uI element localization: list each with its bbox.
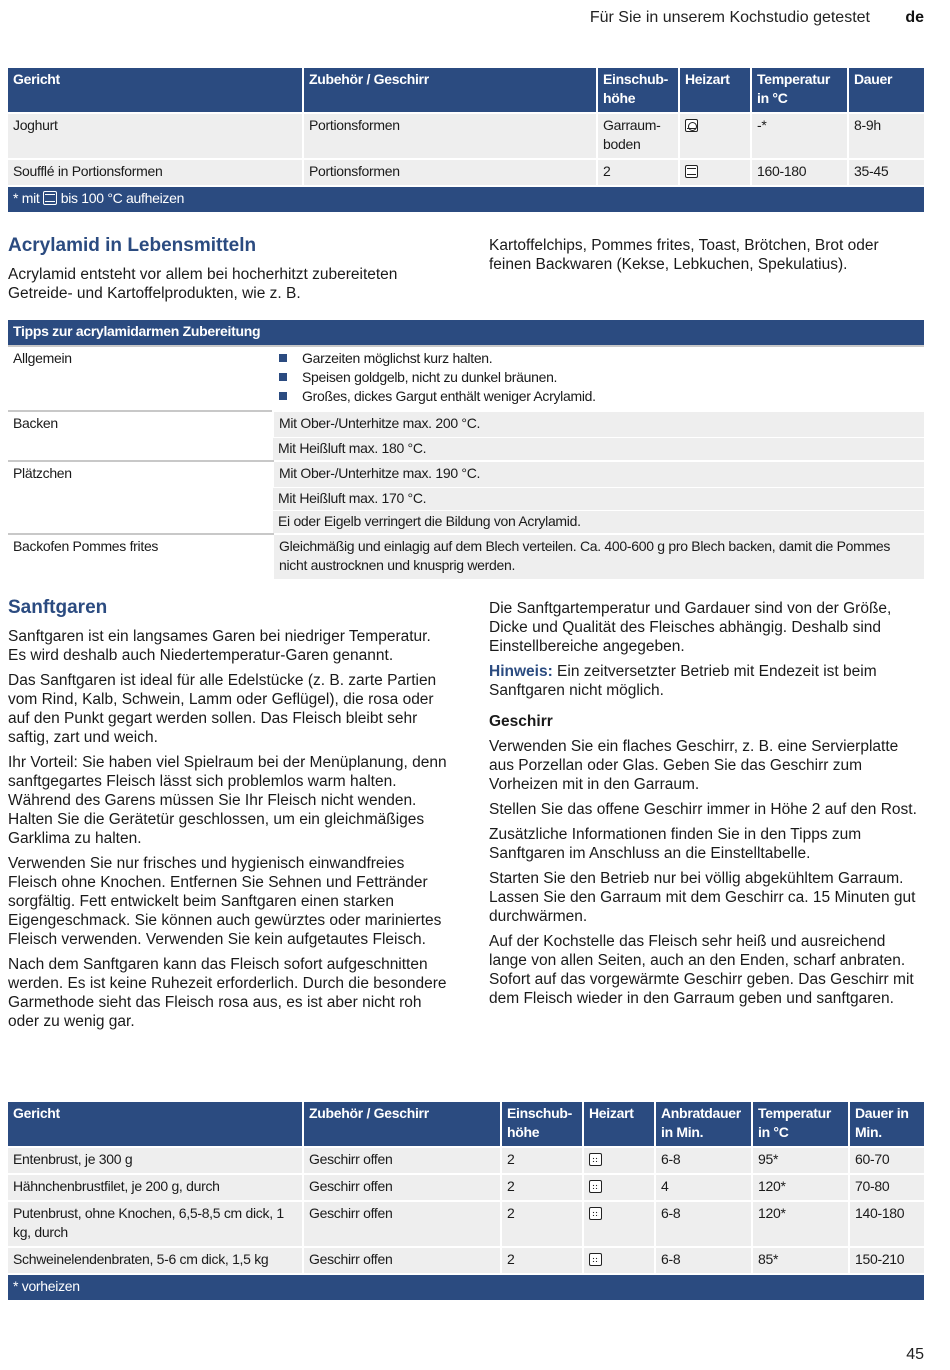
- tips-label-pommes: Backofen Pommes frites: [8, 534, 273, 579]
- duration-cell: 8-9h: [848, 113, 924, 159]
- col-header-dish: Gericht: [8, 68, 303, 113]
- top-bottom-heat-icon: [685, 165, 698, 178]
- tips-plaetzchen-line: Mit Heißluft max. 170 °C.: [273, 488, 924, 511]
- level-cell: Garraum- boden: [597, 113, 679, 159]
- tips-plaetzchen-line: Mit Ober-/Unterhitze max. 190 °C.: [273, 461, 924, 488]
- col-header-heating: Heizart: [583, 1102, 655, 1147]
- language-code: de: [905, 9, 924, 26]
- tips-backen-line: Mit Ober-/Unterhitze max. 200 °C.: [273, 411, 924, 438]
- table-row: [8, 461, 924, 488]
- sanftgaren-left-column: [8, 598, 448, 1037]
- temperature-cell: -*: [751, 113, 848, 159]
- heating-cell: [583, 1247, 655, 1274]
- table-header-row: [8, 1102, 924, 1147]
- tips-backen-line: Mit Heißluft max. 180 °C.: [273, 438, 924, 462]
- running-header-title: Für Sie in unserem Kochstudio getestet: [589, 9, 870, 26]
- heating-cell: [583, 1174, 655, 1201]
- dish-cell: Putenbrust, ohne Knochen, 6,5-8,5 cm dick, 1 kg, durch: [8, 1201, 303, 1247]
- temperature-cell: 85*: [752, 1247, 849, 1274]
- footnote-prefix: * mit: [13, 190, 40, 206]
- subheading-geschirr: Geschirr: [489, 713, 553, 730]
- table-row: [8, 346, 924, 411]
- hint-label: Hinweis:: [489, 663, 553, 680]
- accessory-cell: Geschirr offen: [303, 1247, 501, 1274]
- col-header-heating: Heizart: [679, 68, 751, 113]
- tips-label-backen: Backen: [8, 411, 273, 461]
- footnote-suffix: bis 100 °C aufheizen: [60, 190, 185, 206]
- page-number: 45: [906, 1346, 924, 1363]
- sear-time-cell: 6-8: [655, 1247, 752, 1274]
- list-item: Garzeiten möglichst kurz halten.: [279, 349, 919, 368]
- temperature-cell: 95*: [752, 1147, 849, 1174]
- heating-cell: [583, 1201, 655, 1247]
- list-item: Speisen goldgelb, nicht zu dunkel bräunen.: [279, 368, 919, 387]
- temperature-cell: 120*: [752, 1174, 849, 1201]
- bottom-heat-fan-icon: [685, 119, 698, 132]
- low-temperature-icon: [589, 1180, 602, 1193]
- table-row: [8, 1247, 924, 1274]
- table-header-row: [8, 68, 924, 113]
- col-header-level: Einschub- höhe: [501, 1102, 583, 1147]
- dish-cell: Hähnchenbrustfilet, je 200 g, durch: [8, 1174, 303, 1201]
- heating-cell: [679, 159, 751, 186]
- col-header-temperature: Temperatur in °C: [751, 68, 848, 113]
- list-item: Großes, dickes Gargut enthält weniger Acrylamid.: [279, 387, 919, 406]
- bullet-square-icon: [279, 354, 287, 362]
- dish-cell: Schweinelendenbraten, 5-6 cm dick, 1,5 kg: [8, 1247, 303, 1274]
- tips-label-allgemein: Allgemein: [8, 346, 273, 411]
- acrylamid-right-column: [489, 236, 909, 280]
- paragraph: Zusätzliche Informationen finden Sie in den Tipps zum Sanftgaren im Anschluss an die Einstelltabelle.: [489, 826, 862, 862]
- level-cell: 2: [501, 1147, 583, 1174]
- table-footnote-row: [8, 186, 924, 212]
- sanftgaren-right-column: [489, 599, 919, 1014]
- col-header-temperature: Temperatur in °C: [752, 1102, 849, 1147]
- level-cell: 2: [501, 1247, 583, 1274]
- dish-cell: Entenbrust, je 300 g: [8, 1147, 303, 1174]
- col-header-duration: Dauer: [848, 68, 924, 113]
- level-cell: 2: [501, 1201, 583, 1247]
- paragraph: Ihr Vorteil: Sie haben viel Spielraum bei der Menüplanung, denn sanftgegartes Fleisch lässt sich problemlos warm halten. Während des Garens müssen Sie Ihr Fleisch nicht wenden. Halten Sie die Gerätetür geschlossen, um ein gleichmäßiges Garklima zu halten.: [8, 754, 447, 847]
- accessory-cell: Geschirr offen: [303, 1174, 501, 1201]
- low-temperature-icon: [589, 1153, 602, 1166]
- section-heading-acrylamid: Acrylamid in Lebensmitteln: [8, 235, 257, 256]
- heating-cell: [679, 113, 751, 159]
- accessory-cell: Geschirr offen: [303, 1201, 501, 1247]
- table-row: [8, 1147, 924, 1174]
- hint-paragraph: [489, 662, 919, 700]
- section-heading-sanftgaren: Sanftgaren: [8, 597, 108, 618]
- duration-cell: 140-180: [849, 1201, 924, 1247]
- hint-text: Ein zeitversetzter Betrieb mit Endezeit ist beim Sanftgaren nicht möglich.: [489, 663, 877, 699]
- table-row: [8, 113, 924, 159]
- sear-time-cell: 4: [655, 1174, 752, 1201]
- level-cell: 2: [501, 1174, 583, 1201]
- accessory-cell: Geschirr offen: [303, 1147, 501, 1174]
- table-footnote-row: [8, 1274, 924, 1300]
- accessory-cell: Portionsformen: [303, 113, 597, 159]
- paragraph: Verwenden Sie ein flaches Geschirr, z. B. eine Servierplatte aus Porzellan oder Glas. Geben Sie das Geschirr zum Vorheizen mit in den Garraum.: [489, 738, 899, 793]
- col-header-sear-time: Anbratdauer in Min.: [655, 1102, 752, 1147]
- duration-cell: 70-80: [849, 1174, 924, 1201]
- paragraph: Auf der Kochstelle das Fleisch sehr heiß und ausreichend lange von allen Seiten, auch an den Enden, scharf anbraten. Sofort auf das vorgewärmte Geschirr geben. Das Geschirr mit dem Fleisch wieder in den Garraum geben und sanftgaren.: [489, 933, 914, 1007]
- tips-plaetzchen-line: Ei oder Eigelb verringert die Bildung von Acrylamid.: [273, 511, 924, 535]
- bullet-square-icon: [279, 392, 287, 400]
- paragraph: Die Sanftgartemperatur und Gardauer sind von der Größe, Dicke und Qualität des Fleisches abhängig. Deshalb sind Einstellbereiche angegeben.: [489, 600, 892, 655]
- duration-cell: 35-45: [848, 159, 924, 186]
- paragraph: Stellen Sie das offene Geschirr immer in Höhe 2 auf den Rost.: [489, 801, 917, 818]
- col-header-accessory: Zubehör / Geschirr: [303, 1102, 501, 1147]
- tips-allgemein-list: [273, 346, 924, 411]
- cooking-table-1: [8, 68, 924, 212]
- temperature-cell: 160-180: [751, 159, 848, 186]
- table-row: [8, 411, 924, 438]
- table-row: [8, 534, 924, 579]
- dish-cell: Joghurt: [8, 113, 303, 159]
- level-cell: 2: [597, 159, 679, 186]
- acrylamid-text-left: Acrylamid entsteht vor allem bei hocherhitzt zubereiteten Getreide- und Kartoffelprodukten, wie z. B.: [8, 266, 398, 302]
- paragraph: Nach dem Sanftgaren kann das Fleisch sofort aufgeschnitten werden. Es ist keine Ruhezeit erforderlich. Durch die besondere Garmethode sieht das Fleisch rosa aus, es ist aber nicht roh oder zu wenig gar.: [8, 956, 447, 1030]
- paragraph: Sanftgaren ist ein langsames Garen bei niedriger Temperatur. Es wird deshalb auch Niedertemperatur-Garen genannt.: [8, 628, 431, 664]
- cooking-table-2: [8, 1102, 924, 1300]
- paragraph: Das Sanftgaren ist ideal für alle Edelstücke (z. B. zarte Partien vom Rind, Kalb, Schwein, Lamm oder Geflügel), die rosa oder auf den Punkt gegart werden sollen. Das Fleisch bleibt sehr saftig, zart und weich.: [8, 672, 437, 746]
- bullet-square-icon: [279, 373, 287, 381]
- duration-cell: 150-210: [849, 1247, 924, 1274]
- heating-cell: [583, 1147, 655, 1174]
- duration-cell: 60-70: [849, 1147, 924, 1174]
- temperature-cell: 120*: [752, 1201, 849, 1247]
- table-footnote: [8, 186, 924, 212]
- table-row: [8, 159, 924, 186]
- acrylamid-left-column: [8, 236, 448, 309]
- col-header-dish: Gericht: [8, 1102, 303, 1147]
- acrylamid-tips-table: [8, 320, 924, 579]
- low-temperature-icon: [589, 1253, 602, 1266]
- table-row: [8, 1174, 924, 1201]
- col-header-level: Einschub- höhe: [597, 68, 679, 113]
- col-header-accessory: Zubehör / Geschirr: [303, 68, 597, 113]
- dish-cell: Soufflé in Portionsformen: [8, 159, 303, 186]
- table-row: [8, 1201, 924, 1247]
- top-bottom-heat-icon: [43, 191, 57, 205]
- tips-header: Tipps zur acrylamidarmen Zubereitung: [8, 320, 924, 346]
- sear-time-cell: 6-8: [655, 1201, 752, 1247]
- tips-pommes-text: Gleichmäßig und einlagig auf dem Blech verteilen. Ca. 400-600 g pro Blech backen, damit die Pommes nicht austrocknen und knusprig werden.: [273, 534, 924, 579]
- col-header-duration: Dauer in Min.: [849, 1102, 924, 1147]
- sear-time-cell: 6-8: [655, 1147, 752, 1174]
- acrylamid-text-right: Kartoffelchips, Pommes frites, Toast, Brötchen, Brot oder feinen Backwaren (Kekse, Lebkuchen, Spekulatius).: [489, 237, 879, 273]
- paragraph: Verwenden Sie nur frisches und hygienisch einwandfreies Fleisch ohne Knochen. Entfernen Sie Sehnen und Fettränder sorgfältig. Fett entwickelt beim Sanftgaren einen starken Eigengeschmack. Sie können auch gewürztes oder mariniertes Fleisch verwenden. Verwenden Sie kein aufgetautes Fleisch.: [8, 855, 442, 948]
- paragraph: Starten Sie den Betrieb nur bei völlig abgekühltem Garraum. Lassen Sie den Garraum mit dem Geschirr ca. 15 Minuten gut durchwärmen.: [489, 870, 916, 925]
- low-temperature-icon: [589, 1207, 602, 1220]
- accessory-cell: Portionsformen: [303, 159, 597, 186]
- table-header-row: [8, 320, 924, 346]
- tips-label-plaetzchen: Plätzchen: [8, 461, 273, 534]
- table-footnote: * vorheizen: [8, 1274, 924, 1300]
